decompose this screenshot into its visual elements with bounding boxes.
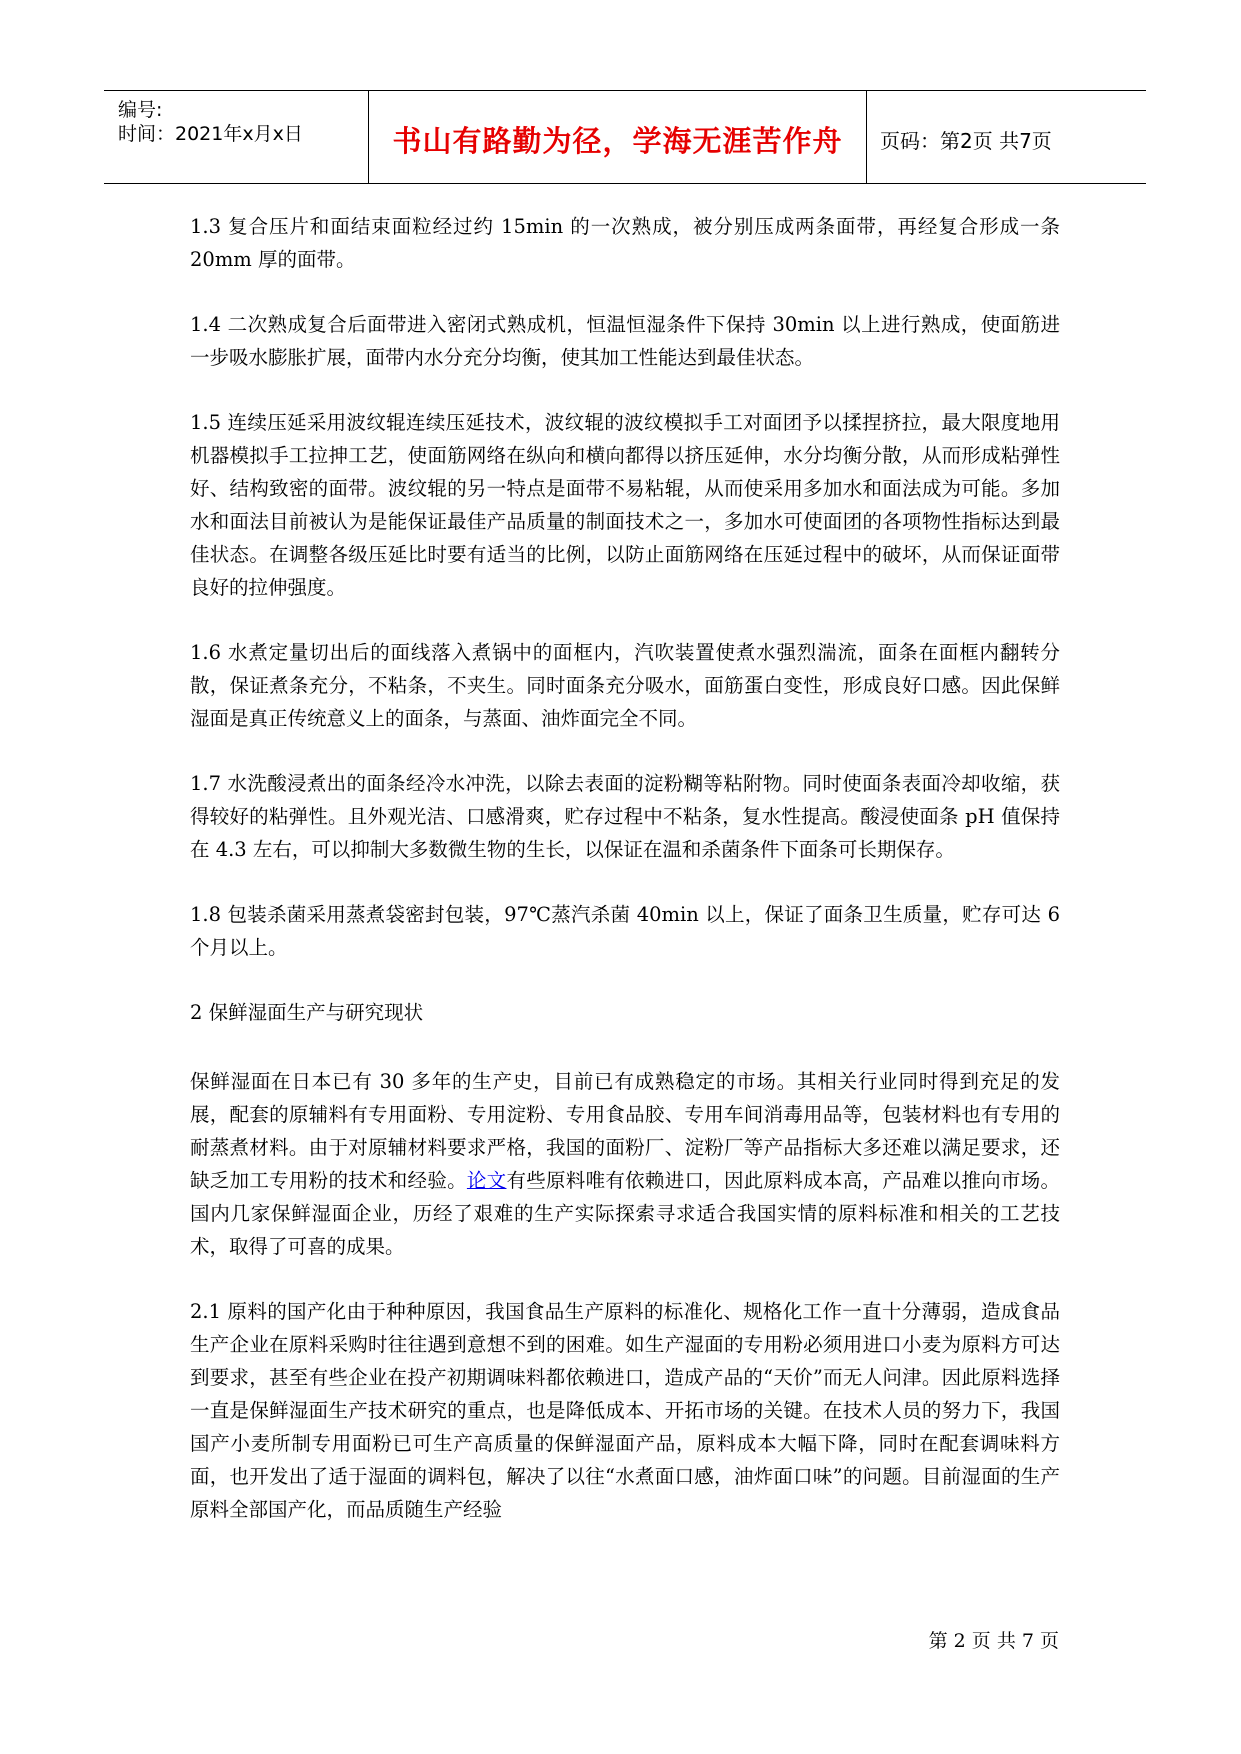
paragraph-1-7: 1.7 水洗酸浸煮出的面条经冷水冲洗，以除去表面的淀粉糊等粘附物。同时使面条表面冷却收缩，获得较好的粘弹性。且外观光洁、口感滑爽，贮存过程中不粘条，复水性提高。酸浸使面条 pH 值保持在 4.3 左右，可以抑制大多数微生物的生长，以保证在温和杀菌条件下面条可长期保存。 [190, 772, 1060, 861]
paragraph-2-intro-text-before: 保鲜湿面在日本已有 30 多年的生产史，目前已有成熟稳定的市场。其相关行业同时得到充足的发展，配套的原辅料有专用面粉、专用淀粉、专用食品胶、专用车间消毒用品等，包装材料也有专用的耐蒸煮材料。由于对原辅材料要求严格，我国的面粉厂、淀粉厂等产品指标大多还难以满足要求，还缺乏加工专用粉的技术和经验。 [190, 1070, 1060, 1192]
thesis-link[interactable]: 论文 [466, 1169, 507, 1192]
paragraph-1-4: 1.4 二次熟成复合后面带进入密闭式熟成机，恒温恒湿条件下保持 30min 以上进行熟成，使面筋进一步吸水膨胀扩展，面带内水分充分均衡，使其加工性能达到最佳状态。 [190, 313, 1060, 369]
paragraph-1-5: 1.5 连续压延采用波纹辊连续压延技术，波纹辊的波纹模拟手工对面团予以揉捏挤拉，最大限度地用机器模拟手工拉抻工艺，使面筋网络在纵向和横向都得以挤压延伸，水分均衡分散，从而形成粘弹性好、结构致密的面带。波纹辊的另一特点是面带不易粘辊，从而使采用多加水和面法成为可能。多加水和面法目前被认为是能保证最佳产品质量的制面技术之一，多加水可使面团的各项物性指标达到最佳状态。在调整各级压延比时要有适当的比例，以防止面筋网络在压延过程中的破坏，从而保证面带良好的拉伸强度。 [190, 411, 1060, 599]
document-body [190, 210, 1060, 1558]
document-time-label: 时间：2021年x月x日 [118, 123, 303, 145]
page-footer: 第 2 页 共 7 页 [928, 1630, 1059, 1652]
header-motto: 书山有路勤为径，学海无涯苦作舟 [392, 124, 843, 158]
page-header [104, 90, 1146, 184]
header-motto-cell [369, 91, 867, 183]
paragraph-1-6: 1.6 水煮定量切出后的面线落入煮锅中的面框内，汽吹装置使煮水强烈湍流，面条在面框内翻转分散，保证煮条充分，不粘条，不夹生。同时面条充分吸水，面筋蛋白变性，形成良好口感。因此保鲜湿面是真正传统意义上的面条，与蒸面、油炸面完全不同。 [190, 641, 1060, 730]
paragraph-1-3: 1.3 复合压片和面结束面粒经过约 15min 的一次熟成，被分别压成两条面带，再经复合形成一条 20mm 厚的面带。 [190, 215, 1060, 271]
document-number-label: 编号: [118, 99, 163, 121]
paragraph-2-intro [190, 1065, 1060, 1263]
header-info-cell [104, 91, 369, 183]
paragraph-1-8: 1.8 包装杀菌采用蒸煮袋密封包装，97℃蒸汽杀菌 40min 以上，保证了面条卫生质量，贮存可达 6 个月以上。 [190, 903, 1060, 959]
header-page-code: 页码：第2页 共7页 [880, 129, 1052, 153]
paragraph-2-intro-text-after: 有些原料唯有依赖进口，因此原料成本高，产品难以推向市场。国内几家保鲜湿面企业，历经了艰难的生产实际探索寻求适合我国实情的原料标准和相关的工艺技术，取得了可喜的成果。 [190, 1169, 1060, 1258]
header-page-cell [867, 91, 1146, 183]
section-heading: 2 保鲜湿面生产与研究现状 [190, 1001, 424, 1024]
paragraph-2-1: 2.1 原料的国产化由于种种原因，我国食品生产原料的标准化、规格化工作一直十分薄弱，造成食品生产企业在原料采购时往往遇到意想不到的困难。如生产湿面的专用粉必须用进口小麦为原料方可达到要求，甚至有些企业在投产初期调味料都依赖进口，造成产品的“天价”而无人问津。因此原料选择一直是保鲜湿面生产技术研究的重点，也是降低成本、开拓市场的关键。在技术人员的努力下，我国国产小麦所制专用面粉已可生产高质量的保鲜湿面产品，原料成本大幅下降，同时在配套调味料方面，也开发出了适于湿面的调料包，解决了以往“水煮面口感，油炸面口味”的问题。目前湿面的生产原料全部国产化，而品质随生产经验 [190, 1300, 1060, 1521]
